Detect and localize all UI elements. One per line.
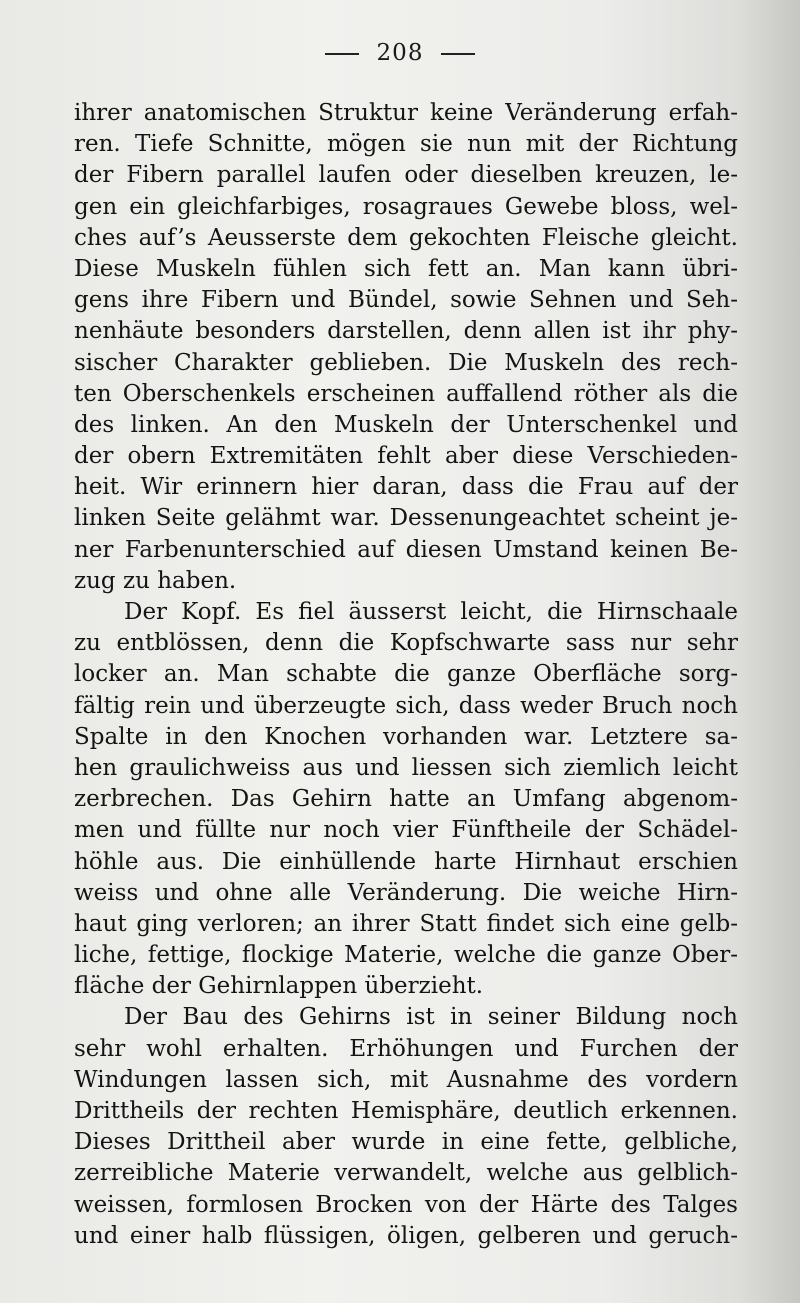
text-line: ches auf’s Aeusserste dem gekochten Fleische gleicht. [74,224,738,251]
text-line: zug zu haben. [74,567,237,594]
text-line: weiss und ohne alle Veränderung. Die weiche Hirn- [74,879,738,906]
body-text [74,98,738,1252]
text-line: ner Farbenunterschied auf diesen Umstand keinen Be- [74,536,738,563]
text-line: hen graulichweiss aus und liessen sich ziemlich leicht [74,754,738,781]
text-line: linken Seite gelähmt war. Dessenungeachtet scheint je- [74,505,738,532]
text-line: haut ging verloren; an ihrer Statt findet sich eine gelb- [74,910,738,937]
text-line: ten Oberschenkels erscheinen auffallend röther als die [74,380,738,407]
text-line: der Fibern parallel laufen oder dieselben kreuzen, le- [74,162,738,189]
text-line: heit. Wir erinnern hier daran, dass die Frau auf der [74,474,738,501]
text-line: men und füllte nur noch vier Fünftheile der Schädel- [74,817,738,844]
text-line: des linken. An den Muskeln der Unterschenkel und [74,411,738,438]
text-line: Windungen lassen sich, mit Ausnahme des vordern [74,1066,738,1093]
text-line: ren. Tiefe Schnitte, mögen sie nun mit der Richtung [74,131,738,158]
text-line: und einer halb flüssigen, öligen, gelberen und geruch- [74,1222,738,1249]
header-dash-right [441,53,475,55]
text-line: Spalte in den Knochen vorhanden war. Letztere sa- [74,723,738,750]
text-line: Der Kopf. Es fiel äusserst leicht, die Hirnschaale [124,599,738,625]
text-line: gens ihre Fibern und Bündel, sowie Sehnen und Seh- [74,287,738,314]
text-line: Diese Muskeln fühlen sich fett an. Man kann übri- [74,255,738,282]
text-line: Drittheils der rechten Hemisphäre, deutlich erkennen. [74,1098,738,1124]
page-number: 208 [376,40,424,66]
text-line: fältig rein und überzeugte sich, dass weder Bruch noch [74,692,738,719]
text-line: liche, fettige, flockige Materie, welche die ganze Ober- [74,942,738,969]
text-line: gen ein gleichfarbiges, rosagraues Gewebe bloss, wel- [74,193,738,220]
text-line: der obern Extremitäten fehlt aber diese Verschieden- [74,443,738,470]
text-line: zerreibliche Materie verwandelt, welche aus gelblich- [74,1160,738,1187]
text-line: weissen, formlosen Brocken von der Härte des Talges [74,1191,738,1218]
text-line: locker an. Man schabte die ganze Oberfläche sorg- [74,661,738,688]
page-header [0,40,800,66]
text-line: nenhäute besonders darstellen, denn allen ist ihr phy- [74,318,738,345]
text-line: fläche der Gehirnlappen überzieht. [74,973,484,1000]
text-line: sischer Charakter geblieben. Die Muskeln des rech- [74,349,738,376]
text-line: Der Bau des Gehirns ist in seiner Bildung noch [124,1004,738,1031]
text-line: Dieses Drittheil aber wurde in eine fette, gelbliche, [74,1129,738,1156]
text-line: höhle aus. Die einhüllende harte Hirnhaut erschien [74,848,738,875]
text-line: zu entblössen, denn die Kopfschwarte sass nur sehr [74,630,738,657]
header-dash-left [325,53,359,55]
text-line: zerbrechen. Das Gehirn hatte an Umfang abgenom- [74,786,738,813]
text-line: ihrer anatomischen Struktur keine Veränderung erfah- [74,100,738,126]
text-line: sehr wohl erhalten. Erhöhungen und Furchen der [74,1035,738,1062]
